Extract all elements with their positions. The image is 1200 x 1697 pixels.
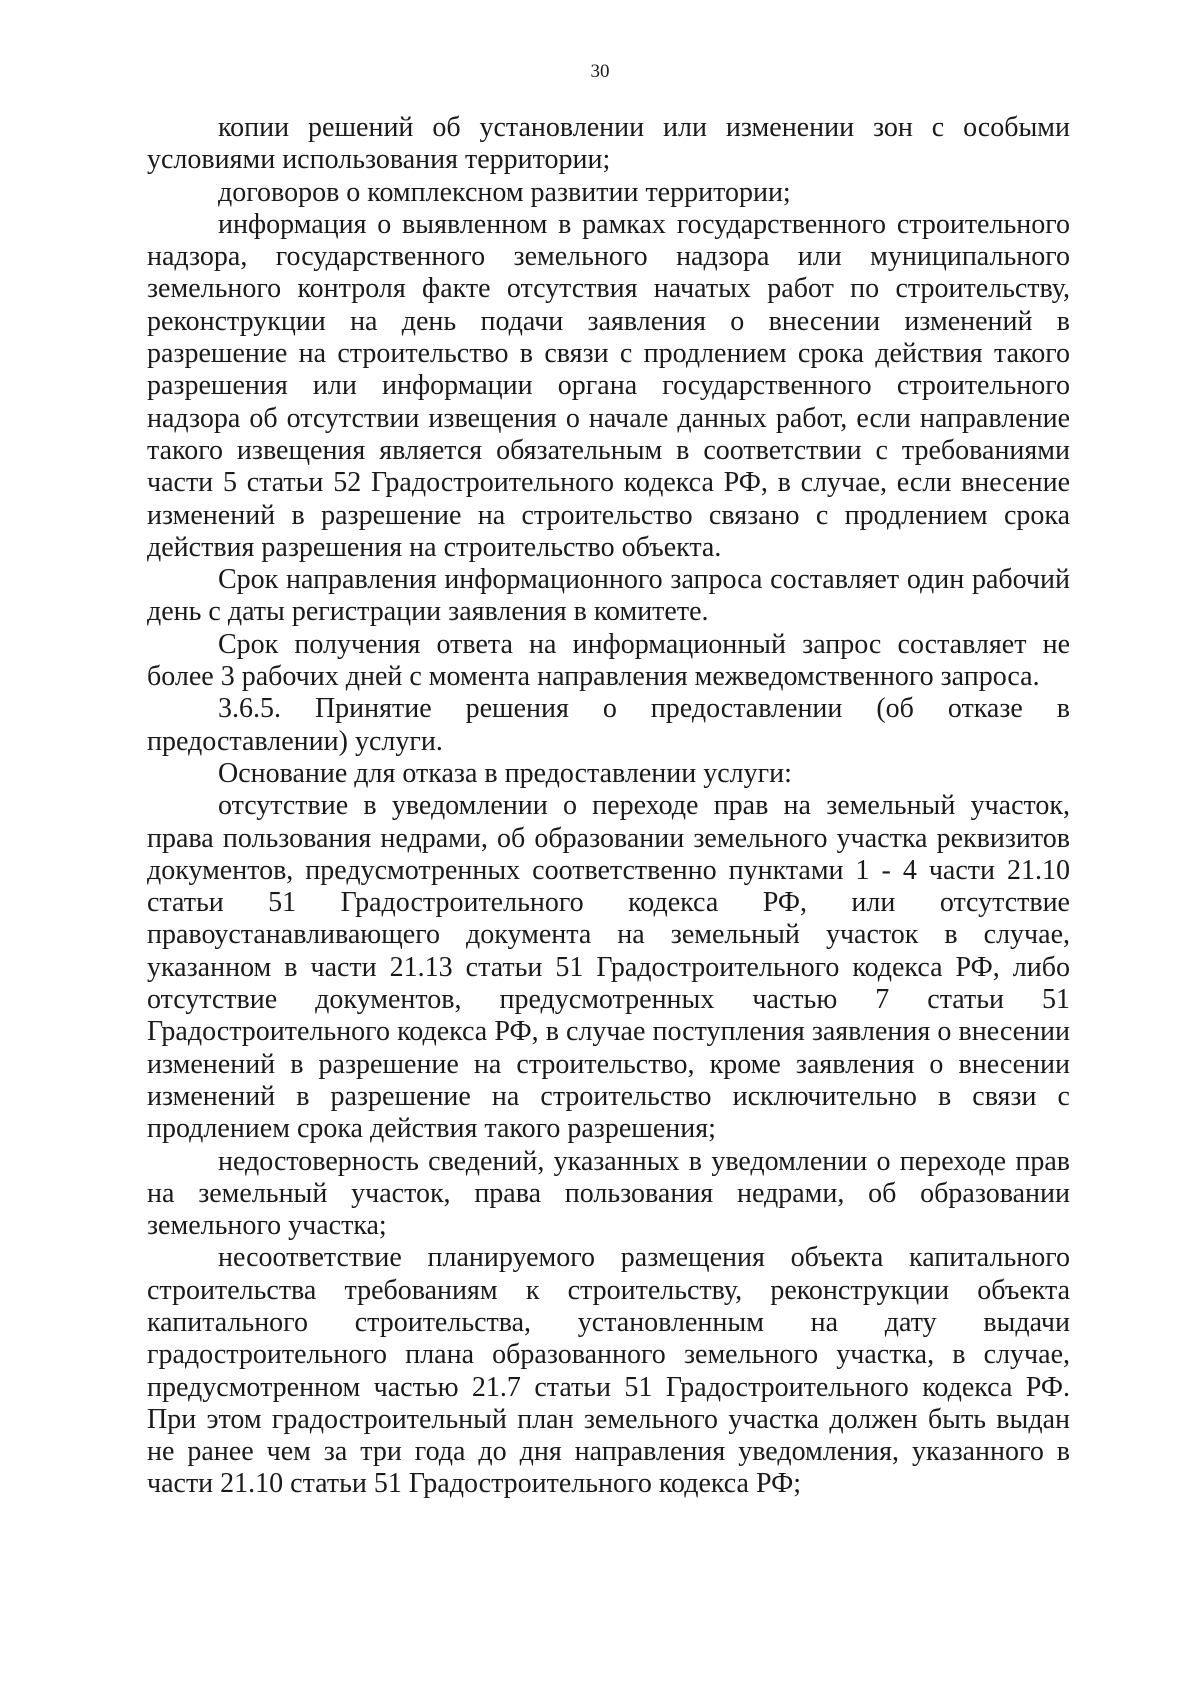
paragraph-section-3-6-5: 3.6.5. Принятие решения о предоставлении (об отказе в предоставлении) услуги. [147, 693, 1070, 757]
paragraph-request-deadline: Срок направления информационного запроса составляет один рабочий день с даты регистрации заявления в комитете. [147, 564, 1070, 628]
paragraph-refusal-grounds-heading: Основание для отказа в предоставлении услуги: [218, 757, 792, 789]
paragraph-development-agreements: договоров о комплексном развитии территории; [218, 176, 791, 208]
document-text [147, 112, 1070, 1501]
paragraph-response-deadline: Срок получения ответа на информационный запрос составляет не более 3 рабочих дней с момента направления межведомственного запроса. [147, 628, 1070, 693]
paragraph-supervision-information: информация о выявленном в рамках государственного строительного надзора, государственного земельного надзора или муниципального земельного контроля факте отсутствия начатых работ по строительству, реконструкции на день подачи заявления о внесении изменений в разрешение на строительство в связи с продлением срока действия такого разрешения или информации органа государственного строительного надзора об отсутствии извещения о начале данных работ, если направление такого извещения является обязательным в соответствии с требованиями части 5 статьи 52 Градостроительного кодекса РФ, в случае, если внесение изменений в разрешение на строительство связано с продлением срока действия разрешения на строительство объекта. [147, 208, 1070, 563]
paragraph-unreliable-information: недостоверность сведений, указанных в уведомлении о переходе прав на земельный участок, права пользования недрами, об образовании земельного участка; [147, 1145, 1070, 1242]
page-number: 30 [590, 61, 610, 82]
paragraph-zone-decisions: копии решений об установлении или изменении зон с особыми условиями использования территории; [147, 112, 1070, 176]
paragraph-plan-noncompliance: несоответствие планируемого размещения объекта капитального строительства требованиям к строительству, реконструкции объекта капитального строительства, установленным на дату выдачи градостроительного плана образованного земельного участка, в случае, предусмотренном частью 21.7 статьи 51 Градостроительного кодекса РФ. При этом градостроительный план земельного участка должен быть выдан не ранее чем за три года до дня направления уведомления, указанного в части 21.10 статьи 51 Градостроительного кодекса РФ; [147, 1242, 1070, 1500]
paragraph-missing-details: отсутствие в уведомлении о переходе прав на земельный участок, права пользования недрами, об образовании земельного участка реквизитов документов, предусмотренных соответственно пунктами 1 - 4 части 21.10 статьи 51 Градостроительного кодекса РФ, или отсутствие правоустанавливающего документа на земельный участок в случае, указанном в части 21.13 статьи 51 Градостроительного кодекса РФ, либо отсутствие документов, предусмотренных частью 7 статьи 51 Градостроительного кодекса РФ, в случае поступления заявления о внесении изменений в разрешение на строительство, кроме заявления о внесении изменений в разрешение на строительство исключительно в связи с продлением срока действия такого разрешения; [147, 790, 1070, 1145]
